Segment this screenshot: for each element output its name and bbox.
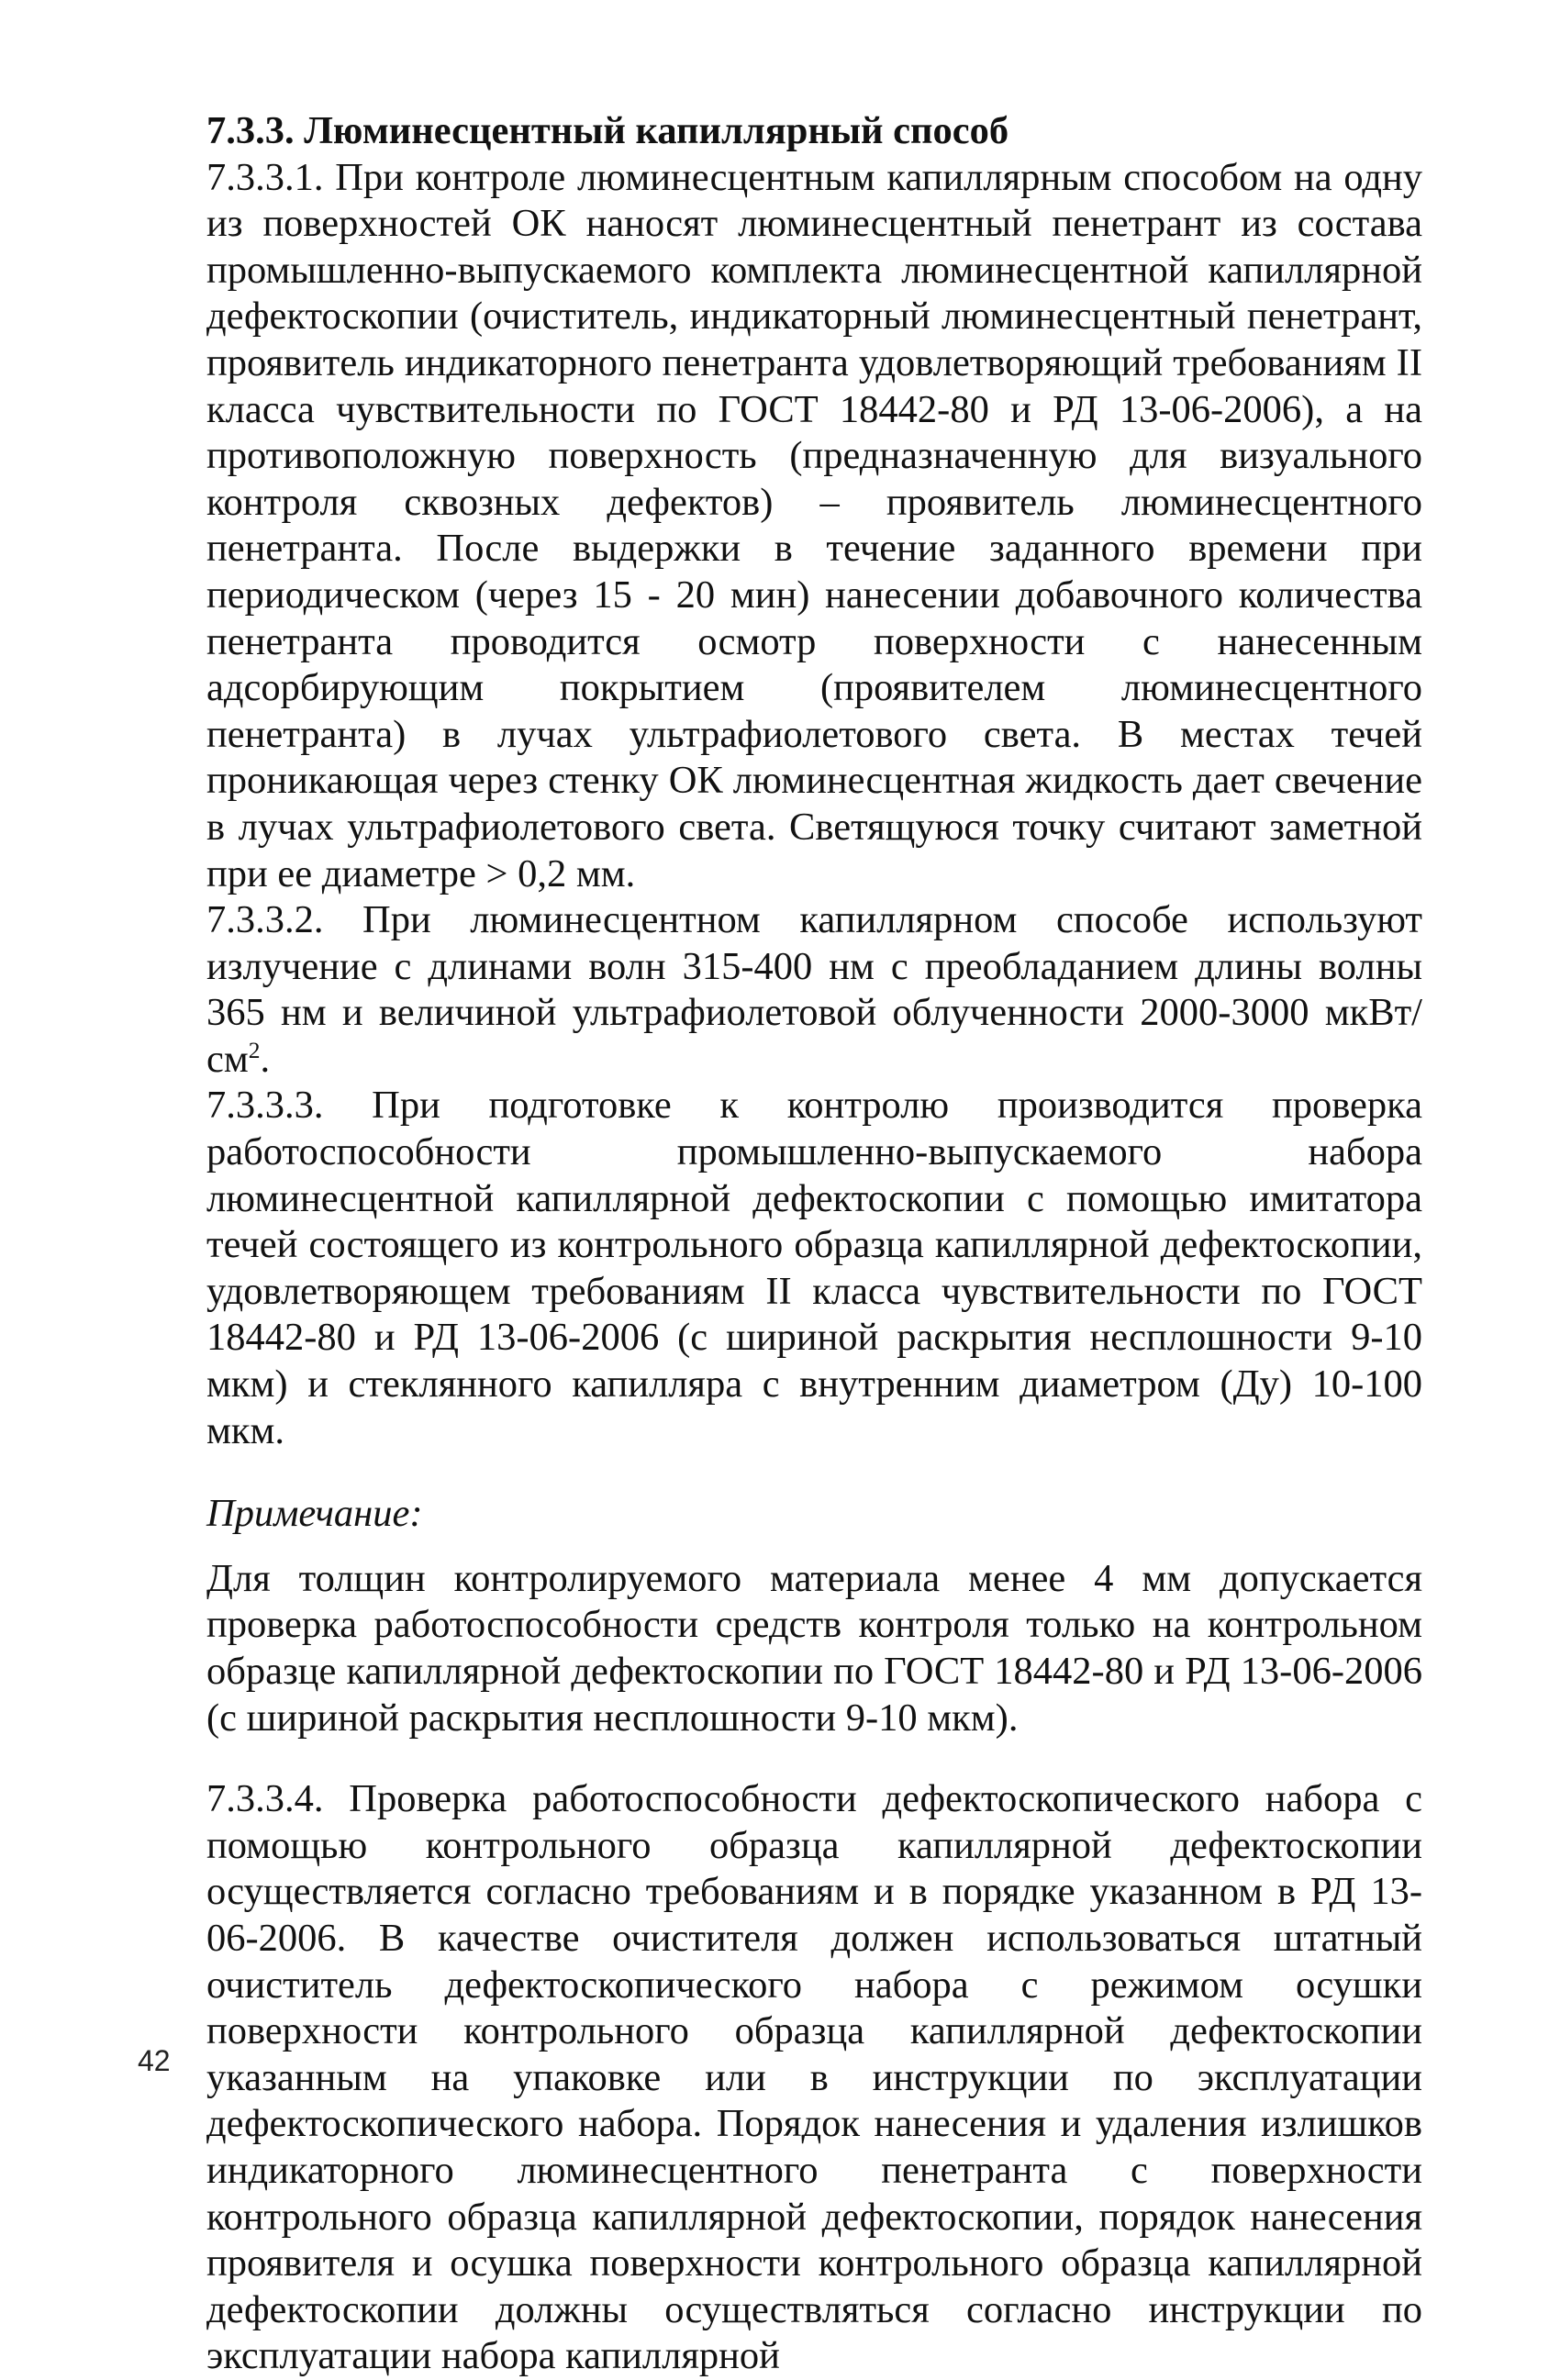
paragraph-7-3-3-4-text: 7.3.3.4. Проверка работоспособности дефектоскопического набора с помощью контрольного образца капиллярной дефектоскопии осуществляется согласно требованиям и в порядке указанном в РД 13-06-2006. В качестве очистителя должен использоваться штатный очиститель дефектоскопического набора с режимом осушки поверхности контрольного образца капиллярной дефектоскопии указанным на упаковке или в инструкции по эксплуатации дефектоскопического набора. Порядок нанесения и удаления излишков индикаторного люминесцентного пенетранта с поверхности контрольного образца капиллярной дефектоскопии, порядок нанесения проявителя и осушка поверхности контрольного образца капиллярной дефектоскопии должны осуществляться согласно инструкции по эксплуатации набора капиллярной <box>206 1777 1422 2378</box>
paragraph-7-3-3-2-text: 7.3.3.2. При люминесцентном капиллярном способе используют излучение с длинами волн 315-400 нм с преобладанием длины волны 365 нм и величиной ультрафиолетовой облученности 2000-3000 мкВт/см <box>206 898 1422 1081</box>
paragraph-7-3-3-3-text: 7.3.3.3. При подготовке к контролю производится проверка работоспособности промышленно-выпускаемого набора люминесцентной капиллярной дефектоскопии с помощью имитатора течей состоящего из контрольного образца капиллярной дефектоскопии, удовлетворяющем требованиям II класса чувствительности по ГОСТ 18442-80 и РД 13-06-2006 (с шириной раскрытия несплошности 9-10 мкм) и стеклянного капилляра с внутренним диаметром (Ду) 10-100 мкм. <box>206 1084 1422 1452</box>
note-label: Примечание: <box>206 1492 423 1536</box>
page-number: 42 <box>138 2044 171 2077</box>
paragraph-7-3-3-1-text: 7.3.3.1. При контроле люминесцентным капиллярным способом на одну из поверхностей ОК наносят люминесцентный пенетрант из состава промышленно-выпускаемого комплекта люминесцентной капиллярной дефектоскопии (очиститель, индикаторный люминесцентный пенетрант, проявитель индикаторного пенетранта удовлетворяющий требованиям II класса чувствительности по ГОСТ 18442-80 и РД 13-06-2006), а на противоположную поверхность (предназначенную для визуального контроля сквозных дефектов) – проявитель люминесцентного пенетранта. После выдержки в течение заданного времени при периодическом (через 15 - 20 мин) нанесении добавочного количества пенетранта проводится осмотр поверхности с нанесенным адсорбирующим покрытием (проявителем люминесцентного пенетранта) в лучах ультрафиолетового света. В местах течей проникающая через стенку ОК люминесцентная жидкость дает свечение в лучах ультрафиолетового света. Светящуюся точку считают заметной при ее диаметре > 0,2 мм. <box>206 155 1422 895</box>
superscript-2: 2 <box>248 1036 261 1063</box>
section-title: 7.3.3. Люминесцентный капиллярный способ <box>206 109 1009 152</box>
paragraph-7-3-3-1 <box>206 155 1422 898</box>
paragraph-7-3-3-2 <box>206 897 1422 1083</box>
paragraph-7-3-3-2-end: . <box>260 1037 271 1081</box>
paragraph-7-3-3-3 <box>206 1083 1422 1454</box>
page-content <box>206 108 1422 2380</box>
note-text: Для толщин контролируемого материала менее 4 мм допускается проверка работоспособности средств контроля только на контрольном образце капиллярной дефектоскопии по ГОСТ 18442-80 и РД 13-06-2006 (с шириной раскрытия несплошности 9-10 мкм). <box>206 1556 1422 1740</box>
paragraph-7-3-3-4 <box>206 1776 1422 2380</box>
